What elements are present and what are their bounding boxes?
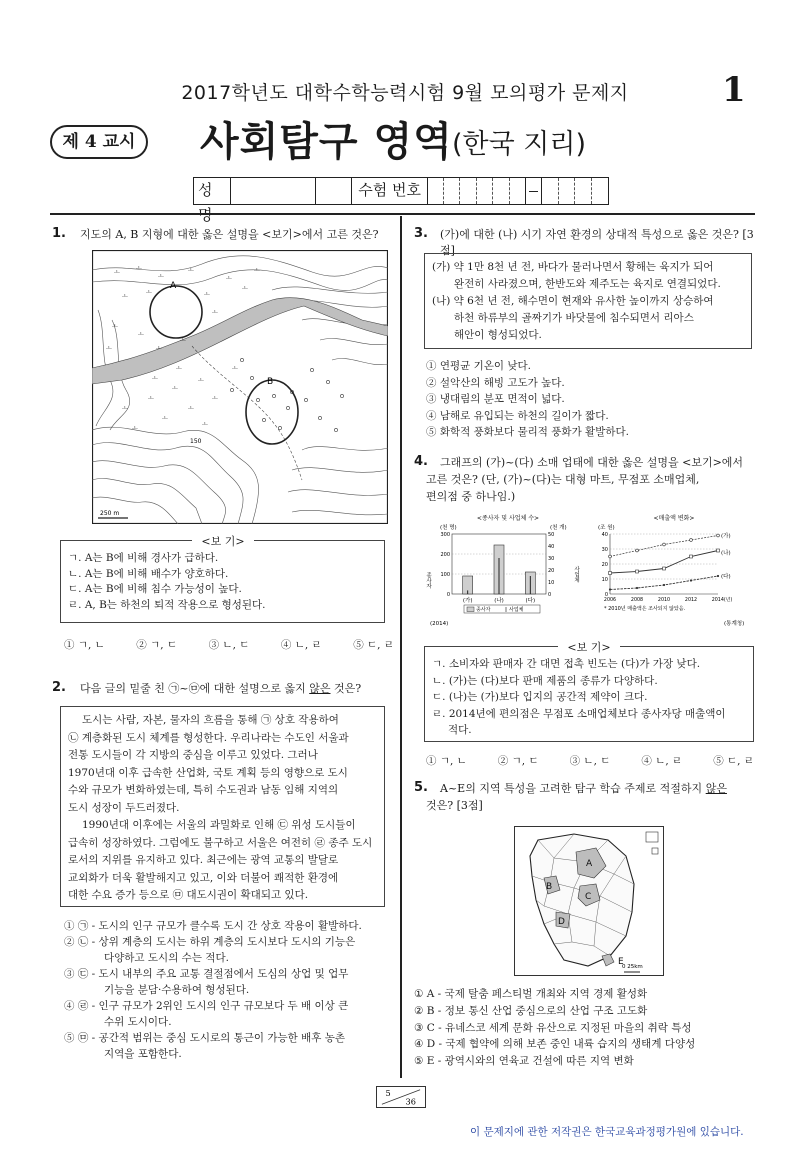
svg-text:ㅗ: ㅗ xyxy=(114,269,120,276)
bogi-list xyxy=(68,551,383,613)
chart-title: <매출액 변화> xyxy=(653,515,695,522)
bogi-title: <보 기> xyxy=(558,639,620,655)
period-badge: 제 4 교시 xyxy=(50,125,148,159)
series-line xyxy=(610,576,718,590)
y-tick-label: 40 xyxy=(601,532,608,538)
region-label-b: B xyxy=(546,882,553,892)
exam-number-digit[interactable] xyxy=(592,178,608,204)
footer-page: 5 xyxy=(385,1088,391,1099)
svg-text:ㅗ: ㅗ xyxy=(254,267,260,274)
option-1[interactable]: ① ㉠ - 도시의 인구 규모가 클수록 도시 간 상호 작용이 활발하다. xyxy=(64,920,362,932)
y-tick-label: 300 xyxy=(440,532,450,538)
y2-axis-label: 사업체 xyxy=(573,566,579,583)
svg-text:ㅗ: ㅗ xyxy=(112,323,118,330)
region-label-e: E xyxy=(618,957,624,967)
svg-text:ㅗ: ㅗ xyxy=(122,293,128,300)
option-4[interactable]: ④ D - 국제 협약에 의해 보존 중인 내륙 습지의 생태계 다양성 xyxy=(414,1038,696,1051)
option-3[interactable]: ③ ㉢ - 도시 내부의 주요 교통 결절점에서 도심의 상업 및 업무 xyxy=(64,968,349,980)
x-tick-label: 2010 xyxy=(657,598,671,603)
exam-number-label: 수험 번호 xyxy=(352,178,427,204)
answer-options xyxy=(414,986,759,1070)
svg-text:ㅗ: ㅗ xyxy=(106,345,112,352)
bogi-item: ㄷ. A는 B에 비해 침수 가능성이 높다. xyxy=(68,583,242,595)
subject-title: 사회탐구 영역 xyxy=(200,119,453,165)
option-5[interactable]: ⑤ E - 광역시와의 연육교 건설에 따른 지역 변화 xyxy=(414,1055,634,1068)
y-axis-unit: (천 명) xyxy=(440,525,457,531)
question-3 xyxy=(414,226,428,241)
data-point xyxy=(717,549,720,552)
exam-number-separator xyxy=(526,178,542,204)
data-point xyxy=(690,555,693,558)
bogi-item: ㄱ. 소비자와 판매자 간 대면 접촉 빈도는 (다)가 가장 낮다. xyxy=(432,658,701,670)
chart-note: (2014) xyxy=(430,621,449,627)
option-1[interactable]: ① A - 국제 탈춤 페스티벌 개최와 지역 경제 활성화 xyxy=(414,988,648,1000)
exam-number-digit[interactable] xyxy=(559,178,575,204)
chart-note: * 2010년 매출액은 조사되지 않았음. xyxy=(604,606,686,612)
question-5 xyxy=(414,780,428,795)
y2-tick-label: 30 xyxy=(548,556,555,562)
question-number: 5. xyxy=(414,780,428,795)
region-label-d: D xyxy=(558,917,565,927)
answer-options xyxy=(426,754,754,770)
header-rule xyxy=(50,213,755,215)
y-tick-label: 200 xyxy=(440,552,450,558)
y2-axis-unit: (천 개) xyxy=(550,525,567,531)
svg-text:ㅗ: ㅗ xyxy=(204,291,210,298)
y2-tick-label: 40 xyxy=(548,544,555,550)
svg-text:ㅗ: ㅗ xyxy=(188,405,194,412)
option-5[interactable]: ⑤ ㄷ, ㄹ xyxy=(713,755,754,767)
name-field[interactable] xyxy=(231,178,316,204)
bogi-item: ㄴ. (가)는 (다)보다 판매 제품의 종류가 다양하다. xyxy=(432,674,658,687)
option-1[interactable]: ① ㄱ, ㄴ xyxy=(64,639,105,651)
data-point xyxy=(690,539,693,542)
passage: 도시는 사람, 자본, 물자의 흐름을 통해 ㉠ 상호 작용하여 ㉡ 계층화된 도시 체계를 형성한다. 우리나라는 수도인 서울과 전통 도시들이 각 지방의 중심을 이루고 있었다. 그러나 1970년대 이후 급속한 산업화, 국토 계획 등의 영향으로 도시 수와 규모가 변화하였는데, 특히 수도권과 남동 임해 지역의 도시 성장이 두드러졌다. 1990년대 이후에는 서울의 과밀화로 인해 ㉢ 위성 도시들이 급속히 성장하였다. 그럼에도 불구하고 서울은 여전히 ㉣ 종주 도시 로서의 지위를 유지하고 있다. 최근에는 광역 교통의 발달로 교외화가 더욱 활발해지고 있고, 이와 더불어 쾌적한 환경에 대한 수요 증가 등으로 ㉤ 대도시권이 확대되고 있다. xyxy=(68,714,373,901)
region-label-c: C xyxy=(585,892,592,902)
bogi-item: ㄹ. A, B는 하천의 퇴적 작용으로 형성된다. xyxy=(68,598,266,611)
y-tick-label: 100 xyxy=(440,572,450,578)
chart-title: <종사자 및 사업체 수> xyxy=(476,515,540,522)
option-2[interactable]: ② ㄱ, ㄷ xyxy=(497,755,539,767)
y2-tick-label: 10 xyxy=(548,580,555,586)
question-text: 그래프의 (가)~(다) 소매 업태에 대한 옳은 설명을 <보기>에서 고른 것은? (단, (가)~(다)는 대형 마트, 무점포 소매업체, 편의점 중 하나임.) xyxy=(426,456,744,503)
y-tick-label: 10 xyxy=(601,577,608,583)
bogi-item: ㄹ. 2014년에 편의점은 무점포 소매업체보다 종사자당 매출액이 xyxy=(432,707,726,720)
data-point xyxy=(690,579,692,581)
option-2[interactable]: ② B - 정보 통신 산업 중심으로의 산업 구조 고도화 xyxy=(414,1004,648,1017)
svg-text:ㅗ: ㅗ xyxy=(136,265,142,272)
line-chart xyxy=(590,512,756,630)
svg-text:ㅗ: ㅗ xyxy=(176,365,182,372)
option-5[interactable]: ⑤ ㄷ, ㄹ xyxy=(353,639,394,651)
option-4[interactable]: ④ ㄴ, ㄹ xyxy=(641,755,683,767)
data-point xyxy=(663,584,665,586)
option-2[interactable]: ② ㄱ, ㄷ xyxy=(136,639,178,651)
option-4[interactable]: ④ 남해로 유입되는 하천의 길이가 짧다. xyxy=(426,409,609,422)
question-text: 다음 글의 밑줄 친 ㉠~㉤에 대한 설명으로 옳지 않은 것은? xyxy=(80,682,362,695)
x-tick-label: (다) xyxy=(525,598,536,604)
x-tick-label: 2014(년) xyxy=(711,598,733,603)
option-4[interactable]: ④ ㉣ - 인구 규모가 2위인 도시의 인구 규모보다 두 배 이상 큰 xyxy=(64,1000,349,1012)
y-tick-label: 0 xyxy=(446,592,450,598)
svg-text:ㅗ: ㅗ xyxy=(242,285,248,292)
exam-number-digit[interactable] xyxy=(444,178,460,204)
x-tick-label: (가) xyxy=(462,598,473,604)
bogi-title: <보 기> xyxy=(192,533,254,549)
svg-text:ㅗ: ㅗ xyxy=(138,331,144,338)
question-number: 1. xyxy=(52,226,66,241)
data-point xyxy=(663,567,666,570)
region-label-a: A xyxy=(586,859,593,869)
question-4 xyxy=(414,454,428,469)
exam-number-digit[interactable] xyxy=(460,178,476,204)
svg-text:ㅗ: ㅗ xyxy=(172,385,178,392)
svg-text:ㅗ: ㅗ xyxy=(162,415,168,422)
question-number: 2. xyxy=(52,680,66,695)
y-axis-unit: (조 원) xyxy=(598,525,615,531)
page-number: 1 xyxy=(722,70,746,110)
option-1[interactable]: ① ㄱ, ㄴ xyxy=(426,755,467,767)
data-point xyxy=(717,575,719,577)
svg-text:ㅗ: ㅗ xyxy=(122,405,128,412)
question-number: 4. xyxy=(414,454,428,469)
series-label: (가) xyxy=(721,533,731,540)
exam-number-digit[interactable] xyxy=(477,178,493,204)
exam-number-digit[interactable] xyxy=(510,178,526,204)
exam-number-digit[interactable] xyxy=(493,178,509,204)
page-footer xyxy=(376,1086,426,1108)
question-text: A~E의 지역 특성을 고려한 탐구 학습 주제로 적절하지 않은 것은? [3점] xyxy=(426,782,727,812)
option-3[interactable]: ③ ㄴ, ㄷ xyxy=(569,755,611,767)
label-b: B xyxy=(267,377,274,387)
svg-text:ㅗ: ㅗ xyxy=(152,375,158,382)
y-axis-label: 종사자 xyxy=(425,572,431,589)
svg-text:ㅗ: ㅗ xyxy=(158,273,164,280)
footer-total: 36 xyxy=(405,1096,416,1107)
data-point xyxy=(636,549,639,552)
bogi-list: ㄱ. 소비자와 판매자 간 대면 접촉 빈도는 (다)가 가장 낮다. ㄴ. (가)는 (다)보다 판매 제품의 종류가 다양하다. ㄷ. (나)는 (가)보다 입지의 공간적 제약이 크다. ㄹ. 2014년에 편의점은 무점포 소매업체보다 종사자당 매출액이 적다. xyxy=(432,656,752,739)
y2-tick-label: 50 xyxy=(548,532,555,538)
svg-text:ㅗ: ㅗ xyxy=(232,365,238,372)
svg-text:ㅗ: ㅗ xyxy=(148,395,154,402)
option-3[interactable]: ③ C - 유네스코 세계 문화 유산으로 지정된 마을의 취락 특성 xyxy=(414,1021,692,1034)
label-a: A xyxy=(170,281,177,291)
svg-text:ㅗ: ㅗ xyxy=(212,309,218,316)
svg-text:ㅗ: ㅗ xyxy=(156,345,162,352)
topographic-map xyxy=(92,250,388,524)
passage: (가) 약 1만 8천 년 전, 바다가 물러나면서 황해는 육지가 되어 완전히 사라졌으며, 한반도와 제주도는 육지로 연결되었다. (나) 약 6천 년 전, 해수면이 현재와 유사한 높이까지 상승하여 하천 하류부의 골짜기가 바닷물에 침수되면서 리아스 해안이 형성되었다. xyxy=(432,261,721,341)
bogi-item: ㄷ. (나)는 (가)보다 입지의 공간적 제약이 크다. xyxy=(432,691,648,703)
series-label: (나) xyxy=(721,550,731,557)
option-3[interactable]: ③ ㄴ, ㄷ xyxy=(208,639,250,651)
subject-subtitle: (한국 지리) xyxy=(452,129,586,160)
contour-label: 150 xyxy=(190,438,202,445)
option-1[interactable]: ① 연평균 기온이 낮다. xyxy=(426,360,531,372)
name-label: 성명 xyxy=(194,178,231,204)
option-4[interactable]: ④ ㄴ, ㄹ xyxy=(280,639,322,651)
series-label: (다) xyxy=(721,574,731,580)
exam-number-digit[interactable] xyxy=(542,178,558,204)
y-tick-label: 30 xyxy=(601,547,608,553)
option-2[interactable]: ② 설악산의 해빙 고도가 높다. xyxy=(426,376,565,389)
data-point xyxy=(609,572,612,575)
answer-options xyxy=(64,638,394,654)
column-divider xyxy=(400,216,402,1078)
x-tick-label: 2006 xyxy=(603,598,617,603)
copyright-notice: 이 문제지에 관한 저작권은 한국교육과정평가원에 있습니다. xyxy=(470,1126,744,1138)
svg-text:ㅗ: ㅗ xyxy=(198,377,204,384)
question-text: (가)에 대한 (나) 시기 자연 환경의 상대적 특성으로 옳은 것은? [3점] xyxy=(440,228,754,257)
y-tick-label: 0 xyxy=(604,592,608,598)
svg-text:ㅗ: ㅗ xyxy=(146,289,152,296)
exam-number-digit[interactable] xyxy=(575,178,591,204)
question-2 xyxy=(52,680,66,695)
map-scale: 250 m xyxy=(100,510,120,517)
option-5[interactable]: ⑤ ㉤ - 공간적 범위는 중심 도시로의 통근이 가능한 배후 농촌 xyxy=(64,1032,346,1044)
data-point xyxy=(636,570,639,573)
y2-tick-label: 0 xyxy=(548,592,552,598)
svg-text:ㅗ: ㅗ xyxy=(180,337,186,344)
region-map xyxy=(514,826,664,976)
svg-text:ㅗ: ㅗ xyxy=(132,425,138,432)
x-tick-label: (나) xyxy=(494,598,504,604)
svg-text:ㅗ: ㅗ xyxy=(212,395,218,402)
bar-chart xyxy=(424,512,584,630)
x-tick-label: 2008 xyxy=(630,598,644,603)
data-point xyxy=(636,587,638,589)
y-tick-label: 20 xyxy=(601,562,608,568)
svg-text:ㅗ: ㅗ xyxy=(202,421,208,428)
y2-tick-label: 20 xyxy=(548,568,555,574)
svg-text:ㅗ: ㅗ xyxy=(188,267,194,274)
candidate-id-box xyxy=(193,177,609,224)
answer-options: ① ㉠ - 도시의 인구 규모가 클수록 도시 간 상호 작용이 활발하다. ② ㉡ - 상위 계층의 도시는 하위 계층의 도시보다 도시의 기능은 다양하고 도시의 수는 적다. ③ ㉢ - 도시 내부의 주요 교통 결절점에서 도심의 상업 및 업무 기능을 분담·수용하여 형성된다. ④ ㉣ - 인구 규모가 2위인 도시의 인구 규모보다 두 배 이상 큰 수위 도시이다. ⑤ ㉤ - 공간적 범위는 중심 도시로의 통근이 가능한 배후 농촌 지역을 포함한다. xyxy=(64,918,398,1062)
question-1 xyxy=(52,226,66,241)
legend-employees: 종사자 xyxy=(476,607,491,613)
chart-source: (통계청) xyxy=(724,621,745,627)
svg-text:ㅗ: ㅗ xyxy=(226,275,232,282)
option-3[interactable]: ③ 냉대림의 분포 면적이 넓다. xyxy=(426,393,565,405)
bogi-item: ㄱ. A는 B에 비해 경사가 급하다. xyxy=(68,552,219,564)
answer-options xyxy=(426,358,756,441)
data-point xyxy=(663,543,666,546)
legend-businesses: 사업체 xyxy=(509,607,524,613)
question-text: 지도의 A, B 지형에 대한 옳은 설명을 <보기>에서 고른 것은? xyxy=(80,228,379,241)
option-2[interactable]: ② ㉡ - 상위 계층의 도시는 하위 계층의 도시보다 도시의 기능은 xyxy=(64,936,356,948)
data-point xyxy=(609,555,612,558)
data-point xyxy=(717,534,720,537)
option-5[interactable]: ⑤ 화학적 풍화보다 물리적 풍화가 활발하다. xyxy=(426,426,629,438)
exam-title: 2017학년도 대학수학능력시험 9월 모의평가 문제지 xyxy=(181,82,629,104)
bogi-item: ㄴ. A는 B에 비해 배수가 양호하다. xyxy=(68,567,229,580)
x-tick-label: 2012 xyxy=(684,598,698,603)
exam-number-digit[interactable] xyxy=(428,178,444,204)
data-point xyxy=(609,588,611,590)
question-number: 3. xyxy=(414,226,428,241)
map-scale: 0 25km xyxy=(622,964,643,970)
